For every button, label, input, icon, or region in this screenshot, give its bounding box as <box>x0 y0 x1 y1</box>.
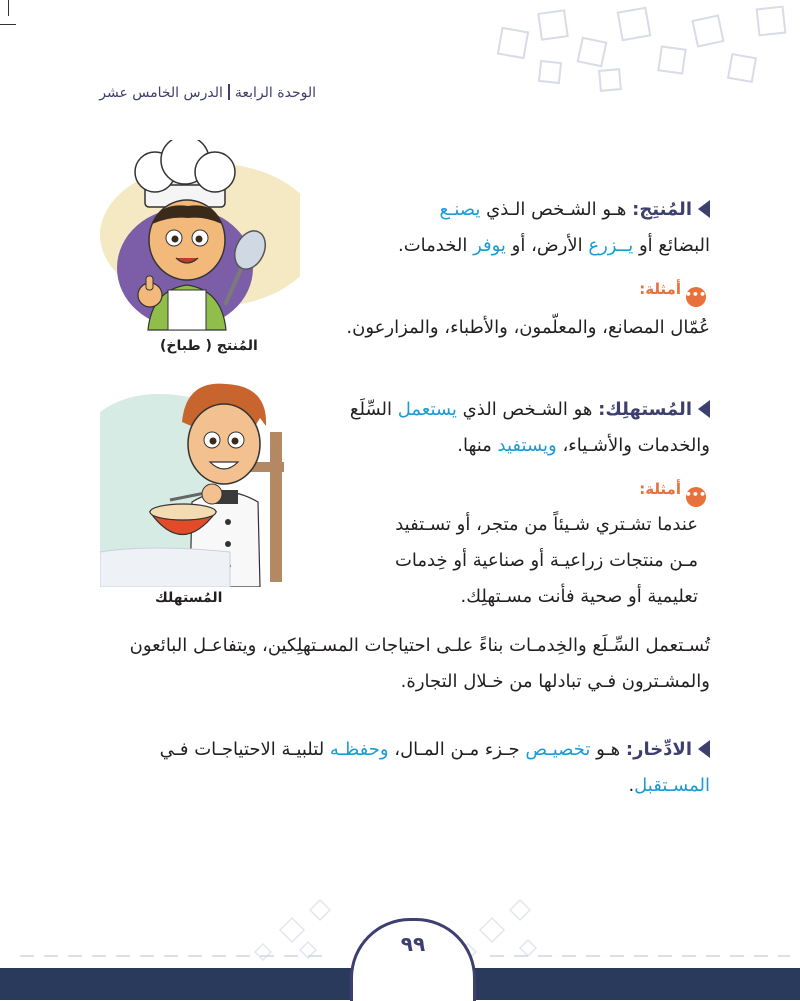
trade-line: تُسـتعمل السِّـلَع والخِدمـات بناءً علـى احتياجات المسـتهلِكين، ويتفاعـل البائعون <box>129 635 710 656</box>
consumer-example-line: تعليمية أو صحية فأنت مسـتهلِك. <box>460 586 698 607</box>
producer-text-3: الأرض، أو <box>505 235 589 256</box>
saving-term: الادِّخار: <box>625 739 692 760</box>
producer-highlight-1: يصنـع <box>439 199 481 220</box>
producer-chef-illustration <box>100 140 300 340</box>
producer-text-4: الخدمات. <box>398 235 474 256</box>
consumer-caption: المُستهلك <box>155 590 223 606</box>
consumer-highlight-1: يستعمل <box>397 399 457 420</box>
consumer-text-1: هو الشـخص الذي <box>456 399 599 420</box>
trade-line: والمشـترون فـي تبادلها من خـلال التجارة. <box>400 671 710 692</box>
producer-text-2: البضائع أو <box>633 235 710 256</box>
saving-text-2: جـزء مـن المـال، <box>388 739 526 760</box>
consumer-definition <box>320 392 710 464</box>
saving-text-1: هـو <box>590 739 626 760</box>
producer-examples-label-text: أمثلة: <box>639 280 681 298</box>
consumer-text-3: والخدمات والأشـياء، <box>556 435 710 456</box>
saving-text-4: . <box>628 775 635 796</box>
producer-definition <box>320 192 710 264</box>
consumer-examples-label <box>639 480 706 507</box>
producer-text-1: هـو الشـخص الـذي <box>480 199 633 220</box>
producer-highlight-2: يــزرع <box>588 235 634 256</box>
consumer-text-4: منها. <box>457 435 498 456</box>
bullet-triangle-icon <box>698 200 710 218</box>
trade-paragraph <box>90 628 710 700</box>
bullet-triangle-icon <box>698 400 710 418</box>
speech-bubble-icon: ••• <box>686 487 706 507</box>
consumer-highlight-2: ويستفيد <box>497 435 557 456</box>
producer-term: المُنتِج: <box>632 199 692 220</box>
producer-highlight-3: يوفر <box>473 235 506 256</box>
saving-text-3: لتلبيـة الاحتياجـات فـي <box>159 739 330 760</box>
consumer-text-2: السِّلَع <box>349 399 398 420</box>
consumer-examples <box>320 507 698 615</box>
page-number: ٩٩ <box>400 932 426 956</box>
consumer-examples-label-text: أمثلة: <box>639 480 681 498</box>
lesson-title: الدرس الخامس عشر <box>99 85 223 101</box>
saving-highlight-2: وحفظـه <box>329 739 389 760</box>
producer-examples-label <box>639 280 706 307</box>
producer-examples: عُمّال المصانع، والمعلّمون، والأطباء، والمزارعون. <box>346 317 710 338</box>
consumer-boy-illustration <box>100 372 310 587</box>
producer-caption: المُنتج ( طباخ) <box>160 338 258 354</box>
unit-title: الوحدة الرابعة <box>234 85 316 101</box>
saving-highlight-1: تخصيـص <box>525 739 591 760</box>
saving-definition <box>90 732 710 804</box>
decorative-pattern <box>480 0 800 100</box>
consumer-example-line: مـن منتجات زراعيـة أو صناعية أو خِدمات <box>394 550 698 571</box>
bullet-triangle-icon <box>698 740 710 758</box>
lesson-header <box>99 84 316 101</box>
saving-highlight-3: المسـتقبل <box>634 775 710 796</box>
consumer-example-line: عندما تشـتري شـيئاً من متجر، أو تسـتفيد <box>395 514 698 535</box>
speech-bubble-icon: ••• <box>686 287 706 307</box>
consumer-term: المُستهلِك: <box>598 399 692 420</box>
crop-mark <box>8 0 9 16</box>
header-separator <box>228 84 230 100</box>
crop-mark <box>0 24 16 25</box>
